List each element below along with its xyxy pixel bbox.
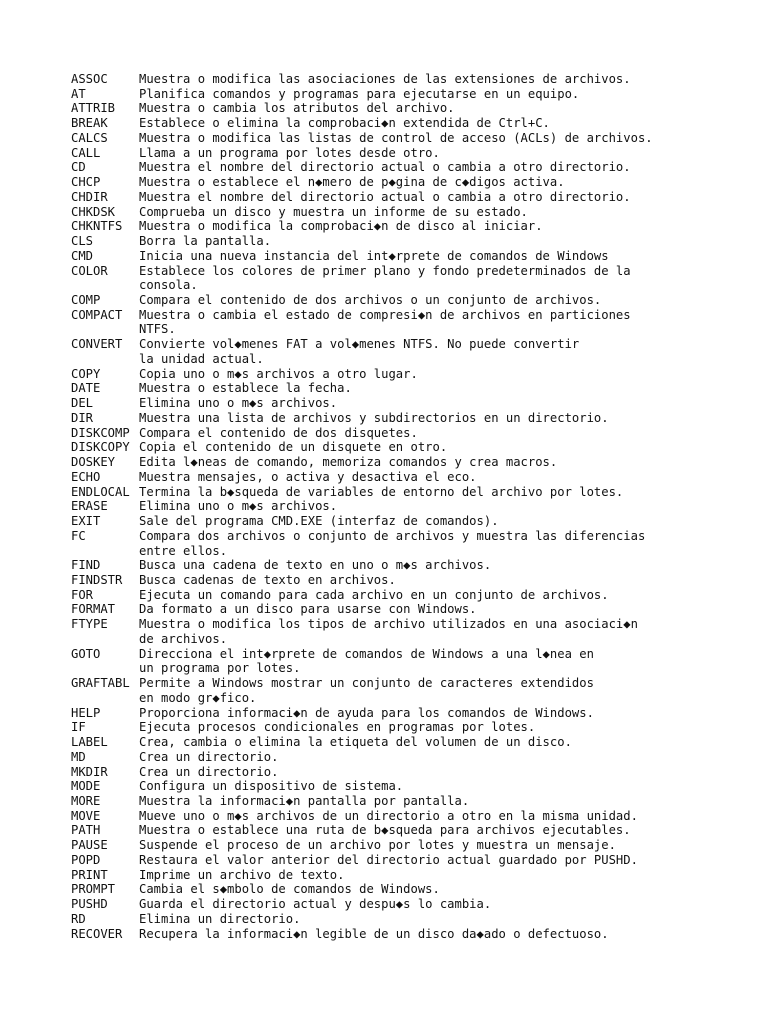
command-row xyxy=(71,131,751,146)
command-name: MD xyxy=(71,749,86,764)
command-description: Recupera la informaci◆n legible de un disco da◆ado o defectuoso. xyxy=(139,926,609,941)
command-name: GRAFTABL xyxy=(71,676,130,691)
command-description: Compara el contenido de dos archivos o un conjunto de archivos. xyxy=(139,293,602,308)
command-row xyxy=(71,558,751,573)
command-description: Muestra o establece una ruta de b◆squeda para archivos ejecutables. xyxy=(139,823,631,838)
command-description: Establece los colores de primer plano y fondo predeterminados de la consola. xyxy=(139,263,631,293)
command-row xyxy=(71,735,751,750)
command-name: COMPACT xyxy=(71,307,123,322)
command-row xyxy=(71,175,751,190)
command-name: DATE xyxy=(71,381,101,396)
command-row xyxy=(71,853,751,868)
command-description: Imprime un archivo de texto. xyxy=(139,867,345,882)
command-name: CHKDSK xyxy=(71,204,116,219)
command-name: FC xyxy=(71,528,86,543)
command-description: Compara el contenido de dos disquetes. xyxy=(139,425,418,440)
command-row xyxy=(71,249,751,264)
command-description: Crea, cambia o elimina la etiqueta del volumen de un disco. xyxy=(139,735,572,750)
command-name: COLOR xyxy=(71,263,108,278)
command-row xyxy=(71,838,751,853)
command-row xyxy=(71,455,751,470)
command-description: Permite a Windows mostrar un conjunto de caracteres extendidos en modo gr◆fico. xyxy=(139,676,594,705)
command-row xyxy=(71,367,751,382)
command-list xyxy=(71,72,751,941)
command-description: Ejecuta un comando para cada archivo en un conjunto de archivos. xyxy=(139,587,609,602)
command-row xyxy=(71,293,751,308)
command-description: Muestra el nombre del directorio actual o cambia a otro directorio. xyxy=(139,160,631,175)
command-name: MORE xyxy=(71,793,101,808)
command-description: Configura un dispositivo de sistema. xyxy=(139,779,404,794)
command-description: Muestra una lista de archivos y subdirectorios en un directorio. xyxy=(139,410,609,425)
command-name: PATH xyxy=(71,823,101,838)
command-description: Termina la b◆squeda de variables de entorno del archivo por lotes. xyxy=(139,484,624,499)
command-name: HELP xyxy=(71,705,101,720)
command-row xyxy=(71,205,751,220)
command-name: EXIT xyxy=(71,514,101,529)
command-row xyxy=(71,116,751,131)
command-row xyxy=(71,234,751,249)
command-description: Muestra o modifica las listas de control de acceso (ACLs) de archivos. xyxy=(139,130,653,145)
command-description: Compara dos archivos o conjunto de archivos y muestra las diferencias entre ellos. xyxy=(139,528,646,558)
command-row xyxy=(71,617,751,646)
command-row xyxy=(71,514,751,529)
command-description: Edita l◆neas de comando, memoriza comandos y crea macros. xyxy=(139,455,558,470)
command-description: Borra la pantalla. xyxy=(139,234,272,249)
command-row xyxy=(71,72,751,87)
command-description: Sale del programa CMD.EXE (interfaz de comandos). xyxy=(139,514,499,529)
command-name: IF xyxy=(71,720,86,735)
command-description: Suspende el proceso de un archivo por lotes y muestra un mensaje. xyxy=(139,838,616,853)
command-name: COPY xyxy=(71,366,101,381)
command-name: DOSKEY xyxy=(71,455,116,470)
command-row xyxy=(71,706,751,721)
command-row xyxy=(71,381,751,396)
command-row xyxy=(71,87,751,102)
command-description: Guarda el directorio actual y despu◆s lo cambia. xyxy=(139,897,492,912)
command-row xyxy=(71,485,751,500)
command-name: BREAK xyxy=(71,116,108,131)
command-row xyxy=(71,499,751,514)
command-row xyxy=(71,882,751,897)
command-name: PRINT xyxy=(71,867,108,882)
command-row xyxy=(71,264,751,293)
command-name: RD xyxy=(71,911,86,926)
command-description: Muestra o establece la fecha. xyxy=(139,381,352,396)
command-row xyxy=(71,765,751,780)
command-row xyxy=(71,308,751,337)
command-name: CHDIR xyxy=(71,189,108,204)
command-name: PROMPT xyxy=(71,882,116,897)
command-name: CMD xyxy=(71,248,94,263)
command-description: Establece o elimina la comprobaci◆n extendida de Ctrl+C. xyxy=(139,116,550,131)
command-description: Direcciona el int◆rprete de comandos de Windows a una l◆nea en un programa por lotes. xyxy=(139,646,594,676)
command-row xyxy=(71,337,751,366)
command-description: Convierte vol◆menes FAT a vol◆menes NTFS. No puede convertir la unidad actual. xyxy=(139,337,580,366)
command-description: Crea un directorio. xyxy=(139,749,279,764)
command-description: Muestra mensajes, o activa y desactiva el eco. xyxy=(139,469,477,484)
command-description: Mueve uno o m◆s archivos de un directorio a otro en la misma unidad. xyxy=(139,808,638,823)
command-name: POPD xyxy=(71,852,101,867)
command-description: Crea un directorio. xyxy=(139,764,279,779)
command-name: RECOVER xyxy=(71,926,123,941)
command-name: DISKCOPY xyxy=(71,440,130,455)
command-row xyxy=(71,160,751,175)
command-name: FORMAT xyxy=(71,602,116,617)
command-description: Busca una cadena de texto en uno o m◆s archivos. xyxy=(139,558,492,573)
command-description: Busca cadenas de texto en archivos. xyxy=(139,572,396,587)
command-row xyxy=(71,101,751,116)
command-name: COMP xyxy=(71,293,101,308)
command-description: Muestra o modifica los tipos de archivo utilizados en una asociaci◆n de archivos. xyxy=(139,617,638,646)
command-description: Planifica comandos y programas para ejecutarse en un equipo. xyxy=(139,86,580,101)
command-description: Muestra o modifica las asociaciones de las extensiones de archivos. xyxy=(139,72,631,86)
command-description: Proporciona informaci◆n de ayuda para los comandos de Windows. xyxy=(139,705,594,720)
command-name: FIND xyxy=(71,558,101,573)
command-name: CLS xyxy=(71,234,94,249)
command-row xyxy=(71,897,751,912)
command-name: ENDLOCAL xyxy=(71,484,130,499)
command-row xyxy=(71,750,751,765)
command-name: LABEL xyxy=(71,735,108,750)
command-row xyxy=(71,588,751,603)
command-name: ECHO xyxy=(71,469,101,484)
command-row xyxy=(71,190,751,205)
command-row xyxy=(71,440,751,455)
command-description: Copia uno o m◆s archivos a otro lugar. xyxy=(139,366,418,381)
command-row xyxy=(71,676,751,705)
command-row xyxy=(71,647,751,676)
command-row xyxy=(71,426,751,441)
command-row xyxy=(71,809,751,824)
command-description: Elimina un directorio. xyxy=(139,911,301,926)
command-description: Muestra el nombre del directorio actual o cambia a otro directorio. xyxy=(139,189,631,204)
command-row xyxy=(71,602,751,617)
command-name: DIR xyxy=(71,410,94,425)
command-row xyxy=(71,779,751,794)
command-name: PUSHD xyxy=(71,897,108,912)
command-name: ERASE xyxy=(71,499,108,514)
command-name: MKDIR xyxy=(71,764,108,779)
command-name: ASSOC xyxy=(71,72,108,86)
command-row xyxy=(71,868,751,883)
command-name: DEL xyxy=(71,396,94,411)
command-description: Da formato a un disco para usarse con Windows. xyxy=(139,602,477,617)
command-description: Elimina uno o m◆s archivos. xyxy=(139,396,338,411)
command-row xyxy=(71,470,751,485)
command-description: Copia el contenido de un disquete en otro. xyxy=(139,440,448,455)
command-name: CALCS xyxy=(71,130,108,145)
command-name: FTYPE xyxy=(71,617,108,632)
command-name: CONVERT xyxy=(71,337,123,352)
command-row xyxy=(71,720,751,735)
command-row xyxy=(71,823,751,838)
command-description: Cambia el s◆mbolo de comandos de Windows. xyxy=(139,882,440,897)
command-name: CHCP xyxy=(71,175,101,190)
command-row xyxy=(71,794,751,809)
command-name: MOVE xyxy=(71,808,101,823)
command-description: Llama a un programa por lotes desde otro. xyxy=(139,145,440,160)
command-row xyxy=(71,927,751,942)
command-name: FINDSTR xyxy=(71,572,123,587)
command-row xyxy=(71,396,751,411)
command-description: Muestra o cambia los atributos del archivo. xyxy=(139,101,455,116)
command-row xyxy=(71,573,751,588)
command-description: Elimina uno o m◆s archivos. xyxy=(139,499,338,514)
command-name: PAUSE xyxy=(71,838,108,853)
command-name: MODE xyxy=(71,779,101,794)
command-name: CHKNTFS xyxy=(71,219,123,234)
command-row xyxy=(71,529,751,558)
command-description: Ejecuta procesos condicionales en programas por lotes. xyxy=(139,720,536,735)
command-name: CALL xyxy=(71,145,101,160)
command-description: Muestra la informaci◆n pantalla por pantalla. xyxy=(139,793,470,808)
command-description: Comprueba un disco y muestra un informe de su estado. xyxy=(139,204,528,219)
command-row xyxy=(71,146,751,161)
command-name: CD xyxy=(71,160,86,175)
command-description: Inicia una nueva instancia del int◆rprete de comandos de Windows xyxy=(139,248,609,263)
command-row xyxy=(71,411,751,426)
command-name: DISKCOMP xyxy=(71,425,130,440)
command-description: Muestra o establece el n◆mero de p◆gina de c◆digos activa. xyxy=(139,175,565,190)
command-name: FOR xyxy=(71,587,94,602)
command-row xyxy=(71,219,751,234)
command-name: GOTO xyxy=(71,646,101,661)
command-name: AT xyxy=(71,86,86,101)
command-description: Muestra o modifica la comprobaci◆n de disco al iniciar. xyxy=(139,219,543,234)
command-description: Restaura el valor anterior del directorio actual guardado por PUSHD. xyxy=(139,852,638,867)
command-description: Muestra o cambia el estado de compresi◆n de archivos en particiones NTFS. xyxy=(139,307,631,337)
command-row xyxy=(71,912,751,927)
command-name: ATTRIB xyxy=(71,101,116,116)
